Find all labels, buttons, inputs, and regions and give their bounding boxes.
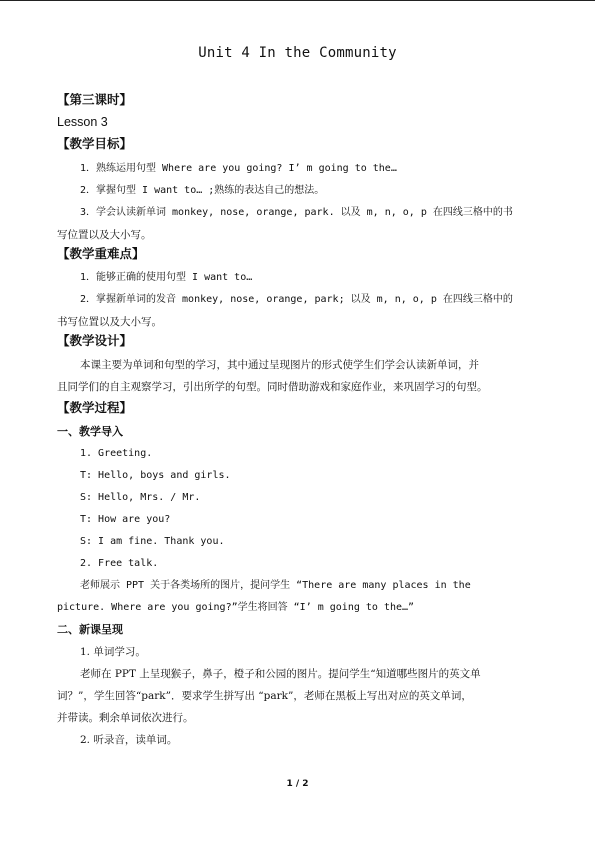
document-title: Unit 4 In the Community bbox=[198, 45, 397, 61]
part2-line: 词？”，学生回答“park”．要求学生拼写出 “park”，老师在黑板上写出对应的英文单词， bbox=[57, 690, 472, 702]
part1-title: 一、教学导入 bbox=[57, 425, 123, 438]
page-number: 1 / 2 bbox=[286, 779, 309, 789]
design-heading: 【教学设计】 bbox=[57, 333, 133, 348]
part2-title: 二、新课呈现 bbox=[57, 623, 123, 636]
objectives-heading: 【教学目标】 bbox=[57, 136, 133, 151]
part1-line: T: How are you? bbox=[80, 514, 171, 525]
key-points-heading: 【教学重难点】 bbox=[57, 246, 145, 261]
part1-line: 1. Greeting. bbox=[80, 448, 153, 459]
design-paragraph-line: 本课主要为单词和句型的学习，其中通过呈现图片的形式使学生们学会认读新单词，并 bbox=[80, 359, 479, 371]
key-point-item-continuation: 书写位置以及大小写。 bbox=[57, 316, 162, 328]
part1-line: S: Hello, Mrs. / Mr. bbox=[80, 492, 201, 503]
design-paragraph-line: 且同学们的自主观察学习，引出所学的句型。同时借助游戏和家庭作业，来巩固学习的句型。 bbox=[57, 381, 488, 393]
part2-line: 并带读。剩余单词依次进行。 bbox=[57, 712, 194, 724]
objective-item-continuation: 写位置以及大小写。 bbox=[57, 229, 152, 241]
period-heading: 【第三课时】 bbox=[57, 92, 133, 107]
part1-line: T: Hello, boys and girls. bbox=[80, 470, 231, 481]
part2-line: 1. 单词学习。 bbox=[80, 646, 146, 658]
part2-line: 2. 听录音，读单词。 bbox=[80, 734, 178, 746]
objective-item: 2．掌握句型 I want to… ;熟练的表达自己的想法。 bbox=[80, 185, 325, 196]
part1-line: 2. Free talk. bbox=[80, 558, 159, 569]
objective-item: 3．学会认读新单词 monkey, nose, orange, park. 以及 m, n, o, p 在四线三格中的书 bbox=[80, 207, 513, 218]
part2-line: 老师在 PPT 上呈现猴子，鼻子，橙子和公园的图片。提问学生“知道哪些图片的英文单 bbox=[80, 668, 481, 680]
part1-line: S: I am fine. Thank you. bbox=[80, 536, 225, 547]
key-point-item: 1．能够正确的使用句型 I want to… bbox=[80, 272, 253, 283]
process-heading: 【教学过程】 bbox=[57, 400, 133, 415]
page-top-rule bbox=[0, 0, 595, 1]
part1-line: picture. Where are you going?”学生将回答 “I’ m going to the…” bbox=[57, 602, 415, 613]
key-point-item: 2．掌握新单词的发音 monkey, nose, orange, park; 以及 m, n, o, p 在四线三格中的 bbox=[80, 294, 513, 305]
part1-line: 老师展示 PPT 关于各类场所的图片，提问学生 “There are many places in the bbox=[80, 580, 471, 591]
objective-item: 1．熟练运用句型 Where are you going? I’ m going to the… bbox=[80, 163, 397, 174]
lesson-label: Lesson 3 bbox=[57, 115, 108, 129]
